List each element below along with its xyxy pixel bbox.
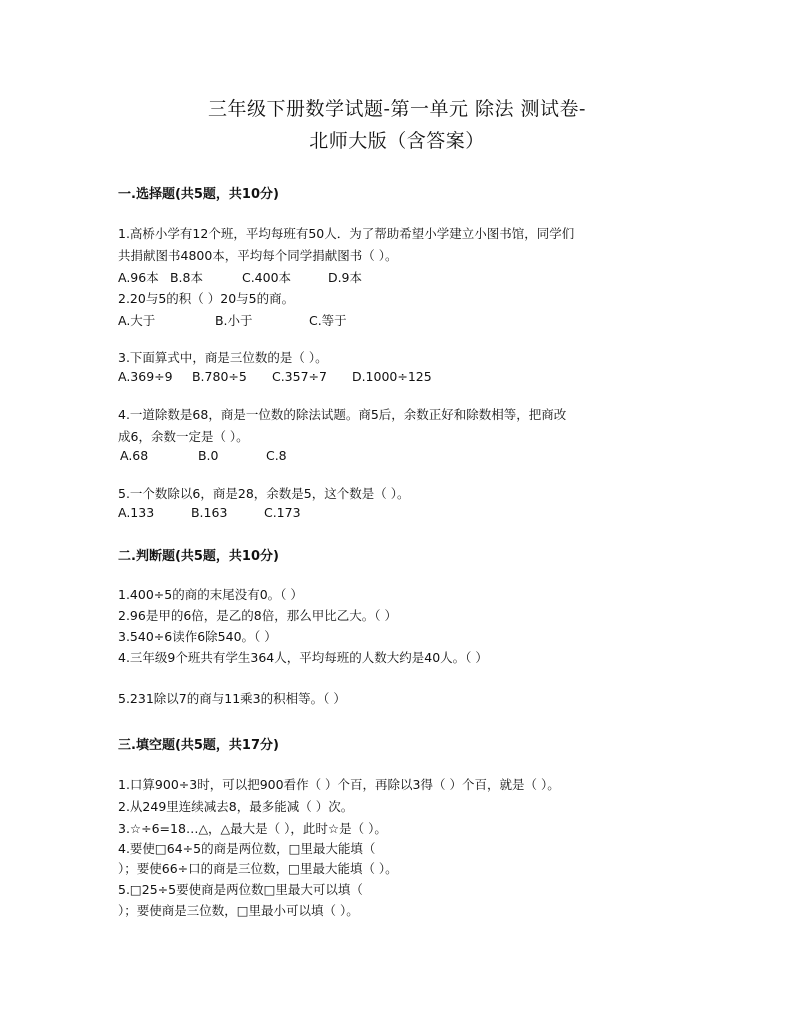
q4-option-a: A.68 [120,448,149,463]
judge-item-4: 4.三年级9个班共有学生364人，平均每班的人数大约是40人。（ ） [118,650,488,665]
q2-text: 2.20与5的积（ ）20与5的商。 [118,291,295,306]
q5-text: 5.一个数除以6，商是28，余数是5，这个数是（ ）。 [118,486,410,501]
fill-item-1: 1.口算900÷3时，可以把900看作（ ）个百，再除以3得（ ）个百，就是（ ）。 [118,777,560,792]
q2-option-c: C.等于 [308,313,347,328]
fill-item-2: 2.从249里连续减去8，最多能减（ ）次。 [118,799,354,814]
q3-option-d: D.1000÷125 [351,369,432,384]
q3-option-a: A.369÷9 [118,369,173,384]
q1-option-c: C.400本 [241,270,292,285]
q4-text-line2: 成6，余数一定是（ ）。 [118,429,249,444]
q2-options [118,311,347,329]
judge-item-2: 2.96是甲的6倍，是乙的8倍，那么甲比乙大。（ ） [118,608,397,623]
q1-option-b: B.8本 [169,270,203,285]
section-heading-choice: 一.选择题(共5题，共10分) [118,187,279,202]
q5-option-c: C.173 [263,505,301,520]
fill-item-4-line2: ）；要使66÷口的商是三位数，□里最大能填（ ）。 [118,861,398,876]
q3-options [118,369,432,384]
q2-option-b: B.小于 [214,313,253,328]
q1-options [118,268,362,286]
section-heading-judge: 二.判断题(共5题，共10分) [118,549,279,564]
q1-option-d: D.9本 [327,270,363,285]
q5-option-b: B.163 [190,505,228,520]
q5-option-a: A.133 [118,505,155,520]
q1-option-a: A.96本 [118,270,159,285]
fill-item-4-line1: 4.要使□64÷5的商是两位数，□里最大能填（ [118,841,376,856]
judge-item-3: 3.540÷6读作6除540。（ ） [118,629,277,644]
section-heading-fill: 三.填空题(共5题，共17分) [118,738,279,753]
judge-item-1: 1.400÷5的商的末尾没有0。（ ） [118,587,303,602]
q2-option-a: A.大于 [118,313,156,328]
page-title-line1: 三年级下册数学试题-第一单元 除法 测试卷- [208,98,586,120]
q1-text-line2: 共捐献图书4800本，平均每个同学捐献图书（ ）。 [118,248,398,263]
q4-text-line1: 4.一道除数是68，商是一位数的除法试题。商5后，余数正好和除数相等，把商改 [118,407,567,422]
q1-text-line1: 1.高桥小学有12个班，平均每班有50人．为了帮助希望小学建立小图书馆，同学们 [118,226,575,241]
page-title-line2: 北师大版（含答案） [309,130,485,152]
fill-item-5-line1: 5.□25÷5要使商是两位数□里最大可以填（ [118,882,363,897]
judge-item-5: 5.231除以7的商与11乘3的积相等。（ ） [118,691,346,706]
fill-item-5-line2: ）；要使商是三位数，□里最小可以填（ ）。 [118,903,359,918]
q4-option-b: B.0 [197,448,219,463]
q3-text: 3.下面算式中，商是三位数的是（ ）。 [118,350,328,365]
q4-options [120,448,287,463]
q5-options [118,505,301,520]
q4-option-c: C.8 [265,448,287,463]
fill-item-3: 3.☆÷6=18…△，△最大是（ ），此时☆是（ ）。 [118,821,387,836]
q3-option-b: B.780÷5 [191,369,247,384]
q3-option-c: C.357÷7 [271,369,327,384]
